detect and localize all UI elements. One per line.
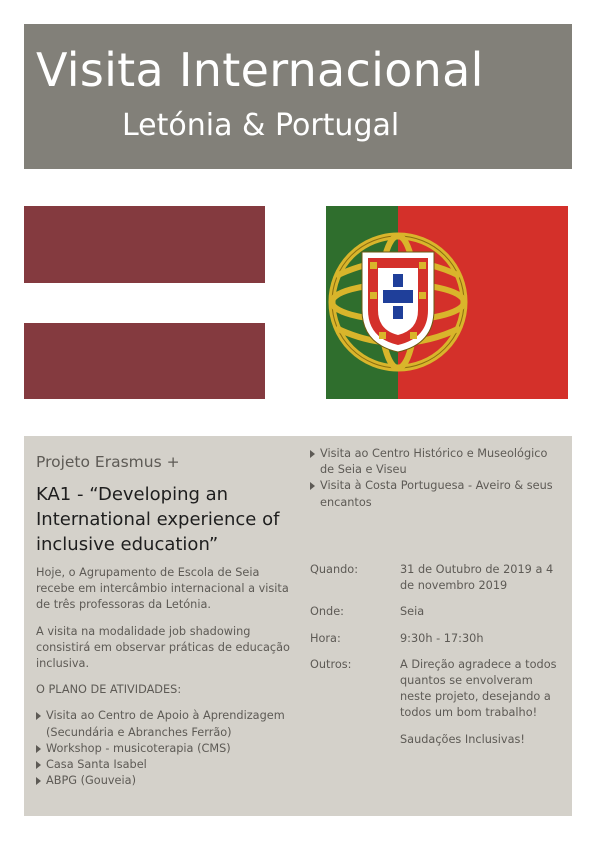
detail-row-when	[310, 562, 562, 594]
detail-label: Outros:	[310, 657, 352, 671]
bullet-triangle-icon	[36, 712, 41, 720]
detail-value: A Direção agradece a todos quantos se envolveram neste projeto, desejando a todos um bom trabalho!	[400, 657, 557, 720]
detail-value: 9:30h - 17:30h	[400, 631, 484, 645]
page-subtitle: Letónia & Portugal	[122, 108, 400, 143]
details-section	[310, 562, 562, 748]
bullet-triangle-icon	[310, 450, 315, 458]
detail-label: Hora:	[310, 631, 341, 645]
portugal-flag-image	[326, 206, 568, 399]
detail-row-where	[310, 604, 562, 620]
latvia-flag-bottom-stripe	[24, 323, 265, 399]
detail-row-other	[310, 657, 562, 722]
plan-heading: O PLANO DE ATIVIDADES:	[36, 683, 182, 697]
bullet-triangle-icon	[36, 777, 41, 785]
bullet-triangle-icon	[310, 482, 315, 490]
activity-text: ABPG (Gouveia)	[46, 774, 136, 788]
activities-list-right	[310, 446, 562, 511]
activity-text: Visita à Costa Portuguesa - Aveiro & seus encantos	[320, 479, 553, 509]
bullet-triangle-icon	[36, 745, 41, 753]
detail-value: Seia	[400, 605, 425, 619]
list-item	[310, 478, 562, 510]
list-item	[36, 773, 298, 789]
page-title: Visita Internacional	[36, 43, 484, 97]
visit-paragraph: A visita na modalidade job shadowing consistirá em observar práticas de educação inclusiva.	[36, 624, 290, 671]
detail-label: Quando:	[310, 563, 359, 576]
bullet-triangle-icon	[36, 761, 41, 769]
detail-row-time	[310, 631, 562, 647]
activities-list-left	[36, 708, 298, 789]
info-right-column	[310, 446, 562, 511]
latvia-flag-top-stripe	[24, 206, 265, 283]
list-item	[36, 757, 298, 773]
program-name: Projeto Erasmus +	[36, 453, 180, 471]
activity-text: Visita ao Centro de Apoio à Aprendizagem (Secundária e Abranches Ferrão)	[46, 709, 285, 739]
detail-label: Onde:	[310, 605, 344, 619]
info-panel	[24, 436, 572, 816]
latvia-flag-middle-stripe	[24, 283, 265, 323]
latvia-flag	[24, 206, 265, 399]
activity-text: Casa Santa Isabel	[46, 758, 147, 772]
closing-greeting: Saudações Inclusivas!	[400, 732, 525, 746]
info-left-column	[36, 452, 298, 789]
detail-value: 31 de Outubro de 2019 a 4 de novembro 2019	[400, 563, 554, 593]
list-item	[36, 708, 298, 740]
list-item	[310, 446, 562, 478]
activity-text: Workshop - musicoterapia (CMS)	[46, 741, 231, 755]
header-banner	[24, 24, 572, 169]
intro-paragraph: Hoje, o Agrupamento de Escola de Seia recebe em intercâmbio internacional a visita de três professoras da Letónia.	[36, 566, 289, 612]
portuguese-shield-icon	[362, 252, 434, 352]
list-item	[36, 741, 298, 757]
portugal-flag	[326, 206, 568, 399]
activity-text: Visita ao Centro Histórico e Museológico de Seia e Viseu	[320, 447, 548, 477]
ka1-heading: KA1 - “Developing an International experience of inclusive education”	[36, 484, 280, 555]
